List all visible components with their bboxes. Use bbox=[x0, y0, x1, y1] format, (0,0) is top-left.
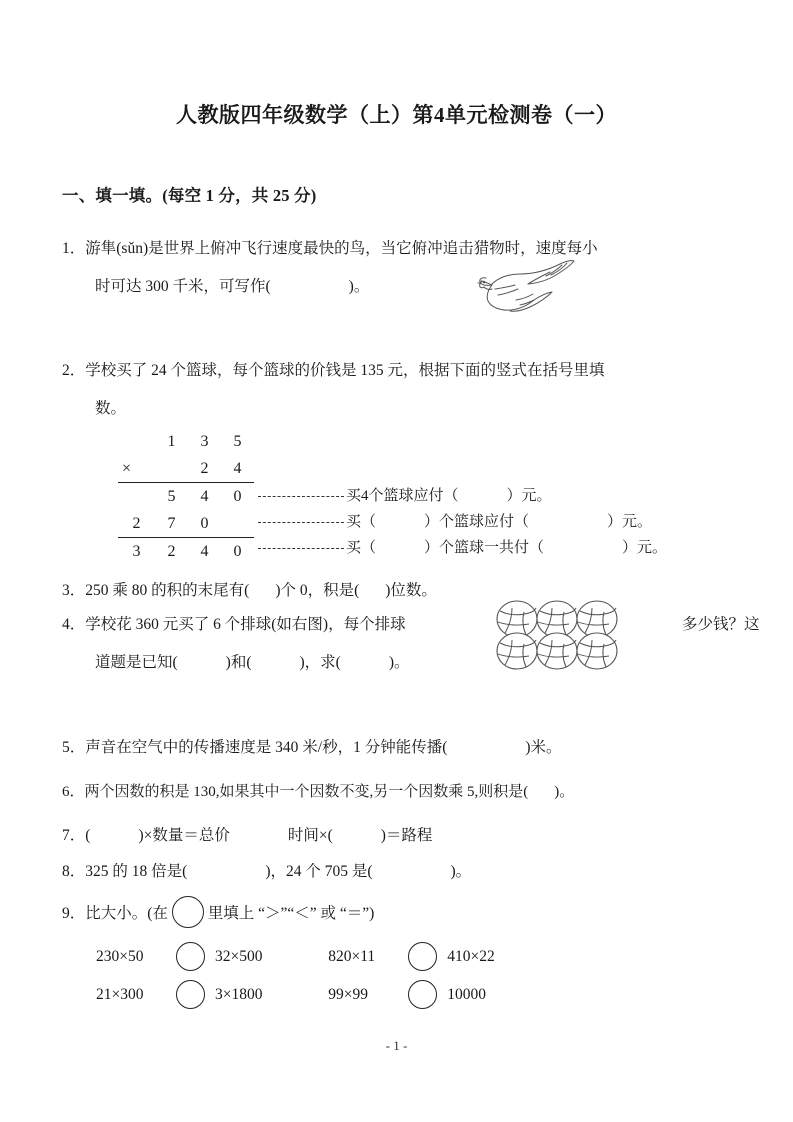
vmult-row-multiplicand bbox=[118, 428, 254, 455]
question-6-text-a: 两个因数的积是 130,如果其中一个因数不变,另一个因数乘 5,则积是( bbox=[84, 784, 529, 800]
page-title: 人教版四年级数学（上）第4单元检测卷（一） bbox=[176, 103, 617, 127]
vmult-cell: 7 bbox=[167, 514, 176, 532]
vmult-annotation-1-text-a: 买4个篮球应付（ bbox=[346, 488, 459, 504]
vmult-cell: 2 bbox=[155, 538, 188, 566]
question-5-text-a: 声音在空气中的传播速度是 340 米/秒，1 分钟能传播( bbox=[85, 739, 448, 756]
question-2-line1: 学校买了 24 个篮球，每个篮球的价钱是 135 元，根据下面的竖式在括号里填 bbox=[85, 362, 605, 379]
question-9 bbox=[62, 895, 762, 933]
question-7-text-d: )＝路程 bbox=[380, 827, 433, 844]
vmult-cell bbox=[118, 428, 155, 455]
question-1-line2-text-b: )。 bbox=[348, 278, 370, 295]
question-4 bbox=[62, 606, 762, 671]
question-5-text-b: )米。 bbox=[525, 739, 562, 756]
question-4-line2-text-b: )和( bbox=[225, 654, 252, 671]
question-1-number: 1． bbox=[62, 240, 86, 257]
volleyball-cluster-icon bbox=[496, 600, 618, 672]
question-4-line1: 学校花 360 元买了 6 个排球(如右图)，每个排球 bbox=[85, 616, 406, 633]
question-1-line2-text-a: 时可达 300 千米，可写作( bbox=[95, 278, 271, 295]
comparison-circle[interactable] bbox=[176, 980, 205, 1009]
question-6-text-b: )。 bbox=[554, 784, 575, 800]
comparison-circle-example[interactable] bbox=[172, 896, 204, 928]
comparison-right-expression: 32×500 bbox=[215, 948, 263, 965]
question-1 bbox=[62, 230, 762, 295]
vmult-annotation-3-text-a: 买（ bbox=[346, 540, 377, 556]
question-7-text-c: 时间×( bbox=[287, 827, 333, 844]
vmult-cell bbox=[118, 483, 155, 511]
vmult-cell: 1 bbox=[167, 432, 176, 450]
vmult-cell: 2 bbox=[132, 514, 141, 532]
vmult-row-product bbox=[118, 538, 254, 566]
question-1-line1: 游隼(sǔn)是世界上俯冲飞行速度最快的鸟，当它俯冲追击猎物时，速度每小 bbox=[85, 240, 598, 257]
vmult-annotation-1 bbox=[258, 483, 552, 510]
question-8-text-a: 325 的 18 倍是( bbox=[85, 863, 188, 880]
comparison-row bbox=[96, 938, 495, 976]
question-6-number: 6． bbox=[62, 784, 85, 800]
comparison-right-expression: 410×22 bbox=[447, 948, 495, 965]
question-4-number: 4． bbox=[62, 616, 86, 633]
comparison-right-expression: 10000 bbox=[447, 986, 486, 1003]
vmult-cell: 4 bbox=[188, 483, 221, 511]
comparison-left-expression: 820×11 bbox=[328, 948, 376, 965]
comparison-left-expression: 21×300 bbox=[96, 986, 144, 1003]
page-number-footer: - 1 - bbox=[385, 1038, 408, 1053]
question-2-line2: 数。 bbox=[95, 400, 127, 417]
vmult-cell: 2 bbox=[200, 459, 209, 477]
vmult-cell bbox=[155, 455, 188, 483]
vmult-annotation-3-text-c: ）元。 bbox=[622, 540, 668, 556]
question-4-line2-text-d: )。 bbox=[388, 654, 410, 671]
vmult-cell: 4 bbox=[188, 538, 221, 566]
question-3-text-c: )位数。 bbox=[385, 582, 437, 599]
comparison-left-expression: 230×50 bbox=[96, 948, 144, 965]
vmult-cell: 5 bbox=[155, 483, 188, 511]
question-8-number: 8． bbox=[62, 863, 86, 880]
question-8-text-c: )。 bbox=[450, 863, 472, 880]
question-4-line2 bbox=[95, 644, 410, 682]
vmult-annotation-2-text-a: 买（ bbox=[346, 514, 377, 530]
vmult-annotation-2-text-c: ）元。 bbox=[607, 514, 653, 530]
question-1-line2 bbox=[95, 268, 369, 306]
vmult-annotation-1-text-b: ）元。 bbox=[506, 488, 552, 504]
question-7-text-b: )×数量＝总价 bbox=[138, 827, 230, 844]
question-9-number: 9． bbox=[62, 905, 86, 922]
question-5 bbox=[62, 729, 762, 767]
section-heading-fill-in-blanks: 一、填一填。(每空 1 分，共 25 分) bbox=[62, 186, 317, 205]
vmult-cell: 3 bbox=[118, 538, 155, 566]
vmult-cell: 5 bbox=[233, 432, 242, 450]
vmult-operator: × bbox=[122, 459, 132, 477]
vmult-cell: 0 bbox=[200, 514, 209, 532]
vmult-cell: 0 bbox=[221, 538, 254, 566]
question-5-number: 5． bbox=[62, 739, 86, 756]
question-4-line2-text-a: 道题是已知( bbox=[95, 654, 178, 671]
comparison-right-expression: 3×1800 bbox=[215, 986, 263, 1003]
question-4-line2-text-c: )，求( bbox=[299, 654, 341, 671]
question-3-number: 3． bbox=[62, 582, 86, 599]
question-9-lead-a: 比大小。(在 bbox=[85, 905, 168, 922]
comparison-row bbox=[96, 976, 495, 1014]
comparison-left-expression: 99×99 bbox=[328, 986, 368, 1003]
vmult-cell: 3 bbox=[200, 432, 209, 450]
vertical-multiplication-135x24 bbox=[118, 428, 254, 565]
comparison-circle[interactable] bbox=[408, 980, 437, 1009]
vmult-row-partial-1 bbox=[118, 483, 254, 511]
question-3 bbox=[62, 572, 762, 610]
question-3-text-b: )个 0，积是( bbox=[275, 582, 360, 599]
question-3-text-a: 250 乘 80 的积的末尾有( bbox=[85, 582, 250, 599]
vmult-annotation-2 bbox=[258, 509, 652, 536]
vmult-annotation-2-text-b: ）个篮球应付（ bbox=[424, 514, 530, 530]
vmult-annotation-3 bbox=[258, 535, 667, 562]
comparison-circle[interactable] bbox=[408, 942, 437, 971]
dashed-leader-icon bbox=[258, 522, 344, 523]
question-7-number: 7． bbox=[62, 827, 86, 844]
vmult-cell: 0 bbox=[221, 483, 254, 511]
vmult-annotation-3-text-b: ）个篮球一共付（ bbox=[424, 540, 545, 556]
question-7-text-a: ( bbox=[85, 827, 91, 844]
comparison-grid bbox=[96, 938, 495, 1014]
question-8 bbox=[62, 853, 762, 891]
falcon-bird-icon bbox=[468, 256, 580, 328]
vmult-row-multiplier bbox=[118, 455, 254, 483]
vmult-row-partial-2 bbox=[118, 510, 254, 538]
question-9-lead-b: 里填上 “＞”“＜” 或 “＝”) bbox=[207, 905, 375, 922]
question-6 bbox=[62, 773, 762, 811]
dashed-leader-icon bbox=[258, 496, 344, 497]
dashed-leader-icon bbox=[258, 548, 344, 549]
question-2 bbox=[62, 352, 762, 417]
comparison-circle[interactable] bbox=[176, 942, 205, 971]
vmult-cell bbox=[221, 510, 254, 538]
vmult-cell: 4 bbox=[233, 459, 242, 477]
question-4-line1-tail: 多少钱？这 bbox=[682, 616, 760, 633]
question-8-text-b: )，24 个 705 是( bbox=[265, 863, 373, 880]
question-2-number: 2． bbox=[62, 362, 86, 379]
question-7 bbox=[62, 817, 762, 855]
